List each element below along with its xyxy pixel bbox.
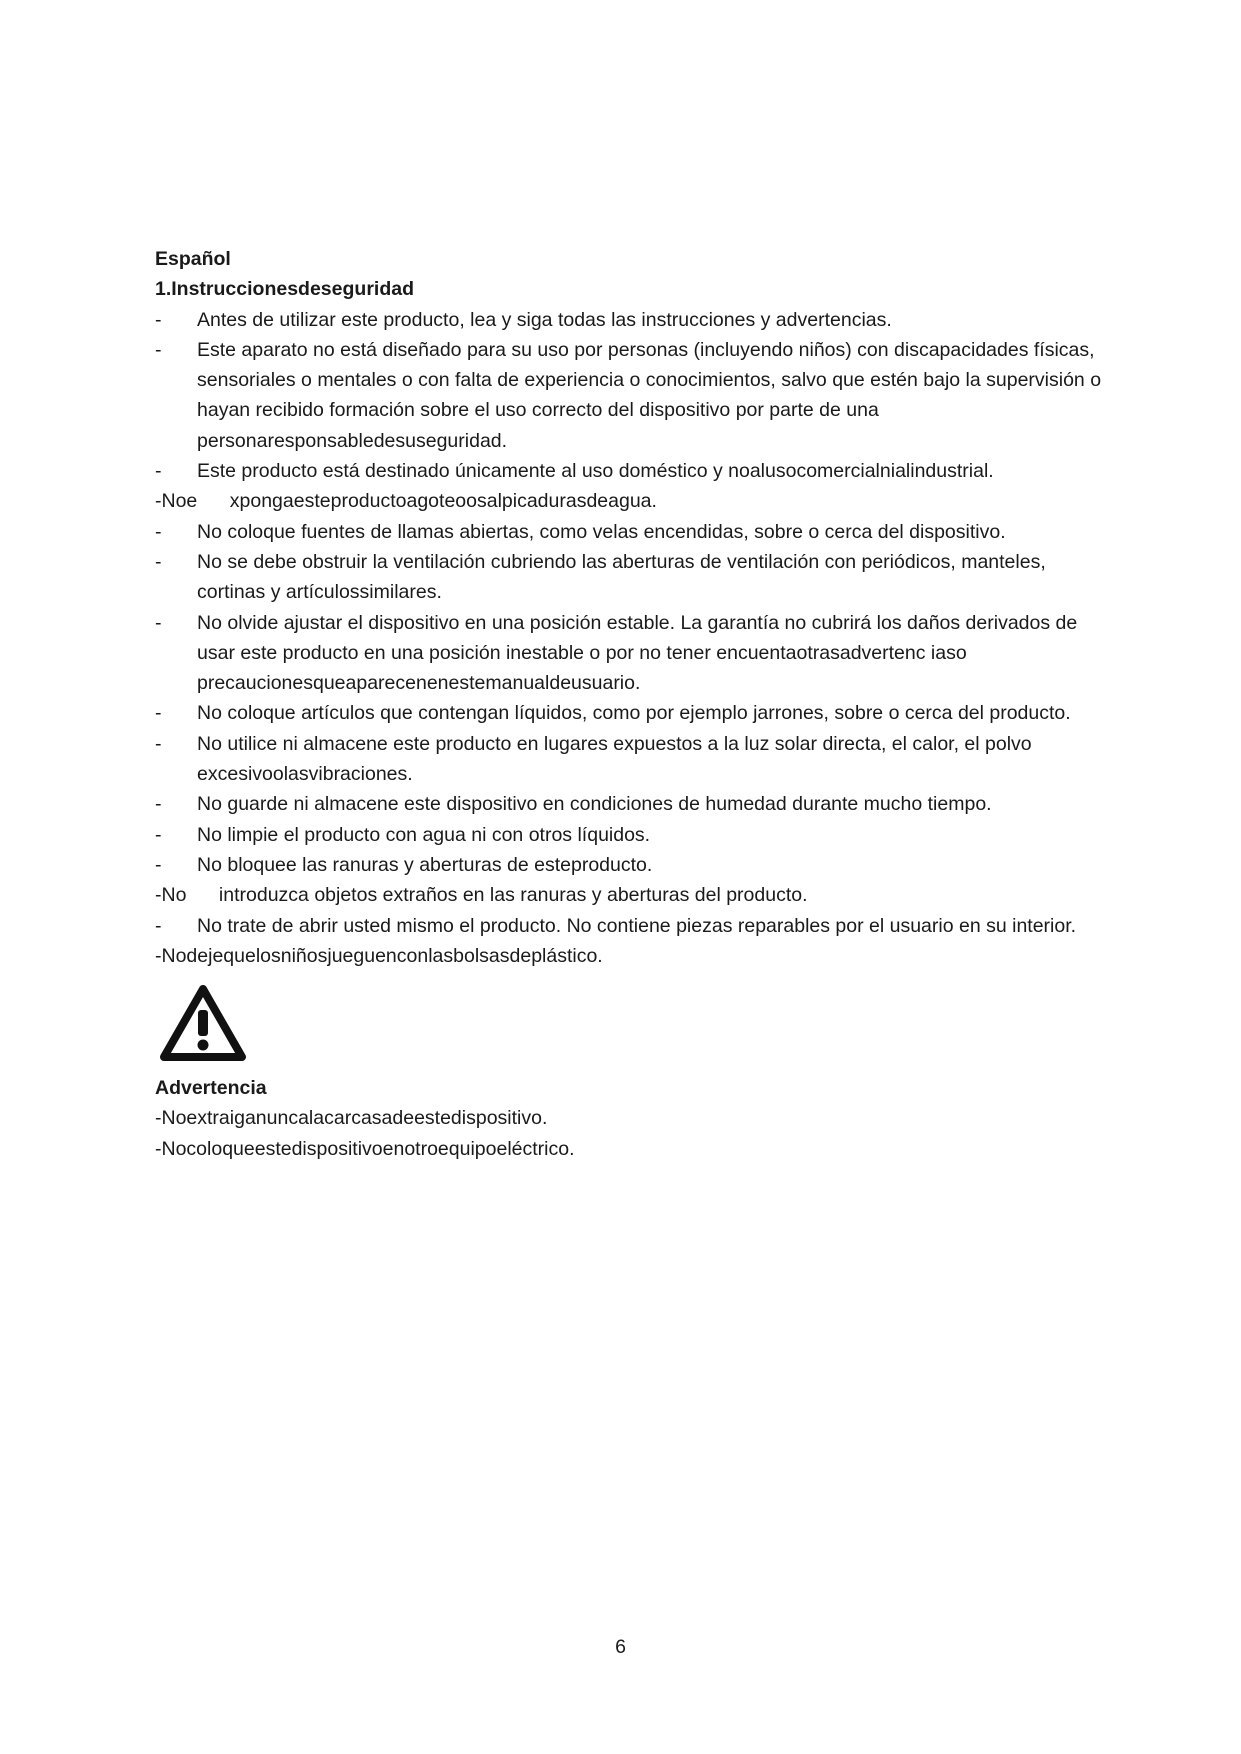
language-heading: Español <box>155 248 231 270</box>
list-item <box>155 850 1115 880</box>
list-item-text: No limpie el producto con agua ni con otros líquidos. <box>197 823 651 846</box>
list-item <box>155 729 1115 790</box>
list-item-text: No coloque fuentes de llamas abiertas, como velas encendidas, sobre o cerca del dispositivo. <box>197 520 1006 543</box>
list-item <box>155 517 1115 547</box>
list-item <box>155 547 1115 608</box>
bullet-dash: - <box>155 308 162 331</box>
list-item <box>155 456 1115 486</box>
list-item <box>155 820 1115 850</box>
list-item: -No introduzca objetos extraños en las ranuras y aberturas del producto. <box>155 884 808 907</box>
bullet-dash: - <box>155 914 162 937</box>
bullet-dash: - <box>155 823 162 846</box>
list-item <box>155 911 1115 941</box>
list-item <box>155 305 1115 335</box>
bullet-dash: - <box>155 460 162 483</box>
list-item-text: No bloquee las ranuras y aberturas de esteproducto. <box>197 853 653 876</box>
page-content <box>155 244 1115 1164</box>
list-item-text: Este aparato no está diseñado para su uso por personas (incluyendo niños) con discapacidades físicas, sensoriales o mentales o con falta de experiencia o conocimientos, salvo que estén bajo la supervisión o hayan recibido formación sobre el uso correcto del dispositivo por parte de una personaresponsabledesuseguridad. <box>197 338 1102 452</box>
list-item-text: No se debe obstruir la ventilación cubriendo las aberturas de ventilación con periódicos, manteles, cortinas y artículossimilares. <box>197 550 1046 604</box>
list-item-text: Este producto está destinado únicamente al uso doméstico y noalusocomercialnialindustrial. <box>197 460 994 483</box>
list-item <box>155 789 1115 819</box>
warning-line: -Nocoloqueestedispositivoenotroequipoeléctrico. <box>155 1137 575 1160</box>
list-item: -Noe xpongaesteproductoagoteoosalpicadurasdeagua. <box>155 490 657 513</box>
page-number: 6 <box>615 1636 626 1658</box>
list-item <box>155 335 1115 456</box>
safety-instructions-list <box>155 305 1115 972</box>
bullet-dash: - <box>155 338 162 361</box>
list-item <box>155 698 1115 728</box>
bullet-dash: - <box>155 853 162 876</box>
bullet-dash: - <box>155 550 162 573</box>
list-item-text: No guarde ni almacene este dispositivo en condiciones de humedad durante mucho tiempo. <box>197 793 992 816</box>
warning-triangle-icon <box>158 983 248 1063</box>
bullet-dash: - <box>155 520 162 543</box>
list-item-text: No coloque artículos que contengan líquidos, como por ejemplo jarrones, sobre o cerca del producto. <box>197 702 1071 725</box>
bullet-dash: - <box>155 793 162 816</box>
list-item <box>155 608 1115 699</box>
bullet-dash: - <box>155 702 162 725</box>
warning-title: Advertencia <box>155 1077 267 1100</box>
warning-line: -Noextraiganuncalacarcasadeestedispositivo. <box>155 1107 548 1130</box>
section-title: 1.Instruccionesdeseguridad <box>155 278 414 301</box>
bullet-dash: - <box>155 732 162 755</box>
list-item-text: Antes de utilizar este producto, lea y siga todas las instrucciones y advertencias. <box>197 308 892 331</box>
list-item: -Nodejequelosniñosjueguenconlasbolsasdeplástico. <box>155 944 603 967</box>
list-item-text: No utilice ni almacene este producto en lugares expuestos a la luz solar directa, el calor, el polvo excesivoolasvibraciones. <box>197 732 1032 786</box>
list-item-text: No olvide ajustar el dispositivo en una posición estable. La garantía no cubrirá los daños derivados de usar este producto en una posición inestable o por no tener encuentaotrasadvertenc iaso precaucionesqueaparecenenestemanualdeusuario. <box>197 611 1078 695</box>
list-item-text: No trate de abrir usted mismo el producto. No contiene piezas reparables por el usuario en su interior. <box>197 914 1077 937</box>
bullet-dash: - <box>155 611 162 634</box>
